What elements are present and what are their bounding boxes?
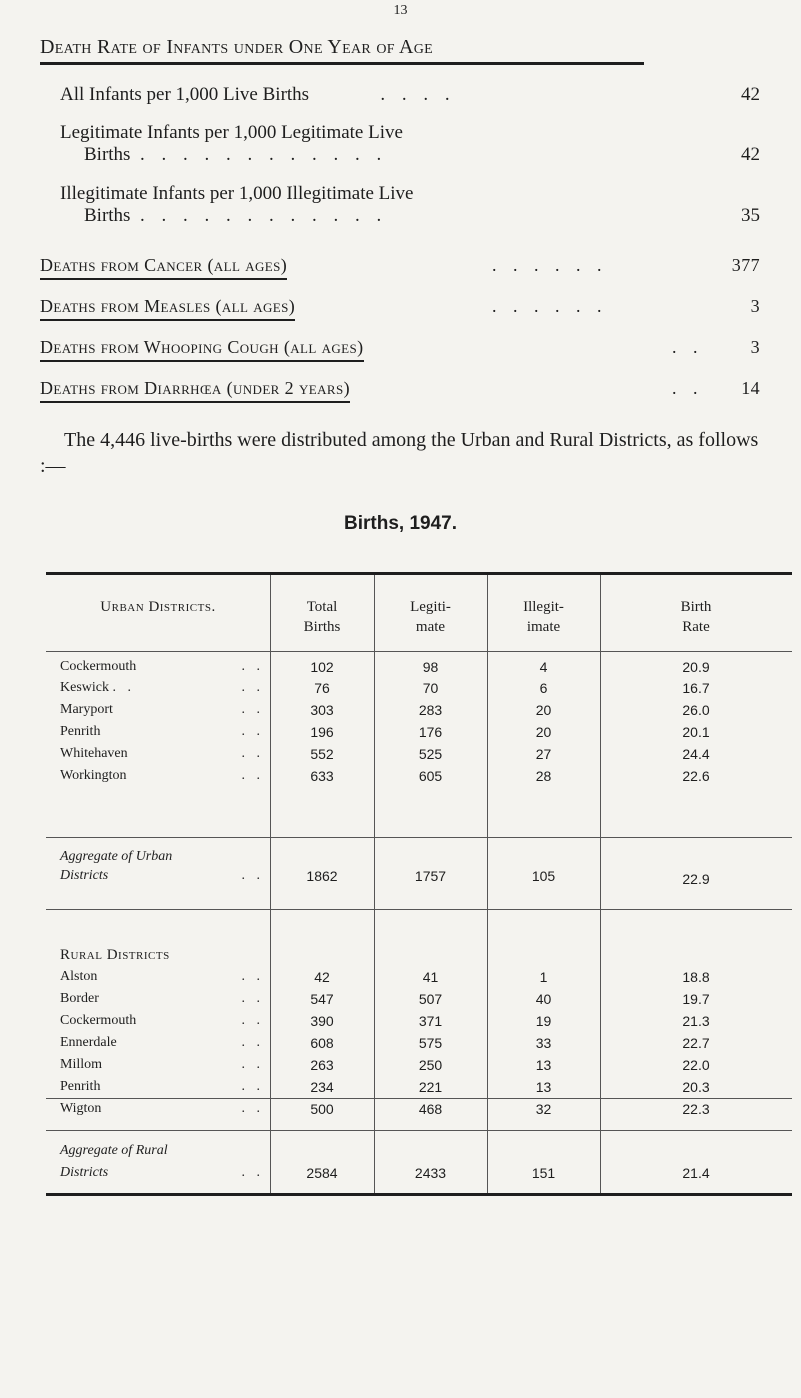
stat-value: 14 bbox=[741, 378, 760, 398]
page-number: 13 bbox=[393, 3, 408, 18]
stat-legitimate-infants bbox=[60, 122, 760, 166]
table-row: Keswick . . . . 76 70 6 16.7 bbox=[60, 680, 710, 696]
urban-aggregate-label: Aggregate of Urban bbox=[60, 849, 173, 864]
stat-label: Deaths from Measles (all ages) bbox=[40, 296, 295, 321]
section-title: Death Rate of Infants under One Year of Age bbox=[40, 36, 644, 65]
table-row: Wigton . . 500 468 32 22.3 bbox=[60, 1101, 710, 1117]
stat-label: Illegitimate Infants per 1,000 Illegitimate Live bbox=[60, 183, 414, 204]
table-row: Cockermouth . . 102 98 4 20.9 bbox=[60, 659, 710, 675]
table-row: Penrith . . 196 176 20 20.1 bbox=[60, 724, 710, 740]
table-row: Alston . . 42 41 1 18.8 bbox=[60, 969, 710, 985]
rural-aggregate-row: Districts . . 2584 2433 151 21.4 bbox=[60, 1165, 710, 1181]
header-legitimate: Legiti- mate bbox=[410, 599, 451, 635]
stat-label: Deaths from Cancer (all ages) bbox=[40, 255, 287, 280]
stat-cancer-deaths: Deaths from Cancer (all ages) . . . . . . 377 bbox=[40, 255, 760, 280]
header-rule bbox=[46, 651, 792, 652]
stat-all-infants bbox=[60, 84, 760, 106]
table-row: Border . . 547 507 40 19.7 bbox=[60, 991, 710, 1007]
stat-label: Deaths from Diarrhœa (under 2 years) bbox=[40, 378, 350, 403]
stat-diarrhoea-deaths: Deaths from Diarrhœa (under 2 years) . . 14 bbox=[40, 378, 760, 403]
table-row: Cockermouth . . 390 371 19 21.3 bbox=[60, 1013, 710, 1029]
header-district: Urban Districts. bbox=[100, 599, 216, 615]
stat-illegitimate-infants bbox=[60, 183, 760, 227]
table-row: Workington . . 633 605 28 22.6 bbox=[60, 768, 710, 784]
urban-aggregate-row: Districts . . 1862 1757 105 22.9 bbox=[60, 868, 710, 887]
table-row: Ennerdale . . 608 575 33 22.7 bbox=[60, 1035, 710, 1051]
header-total-births: Total Births bbox=[303, 599, 341, 635]
section-rule bbox=[46, 1130, 792, 1131]
stat-value: 3 bbox=[750, 296, 760, 316]
rural-aggregate-label: Aggregate of Rural bbox=[60, 1143, 168, 1158]
stat-measles-deaths: Deaths from Measles (all ages) . . . . . . 3 bbox=[40, 296, 760, 321]
births-table-title: Births, 1947. bbox=[344, 513, 457, 534]
stat-label: Legitimate Infants per 1,000 Legitimate Live bbox=[60, 122, 403, 143]
header-illegitimate: Illegit- imate bbox=[523, 599, 564, 635]
intro-paragraph: The 4,446 live-births were distributed among the Urban and Rural Districts, as follows :— bbox=[40, 429, 759, 477]
stat-label: All Infants per 1,000 Live Births . . . . bbox=[60, 84, 456, 105]
table-row: Maryport . . 303 283 20 26.0 bbox=[60, 702, 710, 718]
births-table bbox=[46, 572, 792, 1196]
stat-value: 3 bbox=[750, 337, 760, 357]
stat-label: Deaths from Whooping Cough (all ages) bbox=[40, 337, 364, 362]
stat-label-cont: Births . . . . . . . . . . . . bbox=[84, 144, 388, 165]
table-row: Penrith . . 234 221 13 20.3 bbox=[60, 1079, 710, 1095]
stat-value: 42 bbox=[741, 84, 760, 105]
table-row: Millom . . 263 250 13 22.0 bbox=[60, 1057, 710, 1073]
section-rule bbox=[46, 837, 792, 838]
stat-label-cont: Births . . . . . . . . . . . . bbox=[84, 205, 388, 226]
section-rule bbox=[46, 909, 792, 910]
header-birth-rate: Birth Rate bbox=[680, 599, 712, 635]
stat-whooping-cough-deaths: Deaths from Whooping Cough (all ages) . . 3 bbox=[40, 337, 760, 362]
stat-value: 35 bbox=[741, 205, 760, 226]
table-row: Whitehaven . . 552 525 27 24.4 bbox=[60, 746, 710, 762]
stat-value: 42 bbox=[741, 144, 760, 165]
rural-districts-heading: Rural Districts bbox=[60, 947, 170, 963]
stat-value: 377 bbox=[731, 255, 760, 275]
